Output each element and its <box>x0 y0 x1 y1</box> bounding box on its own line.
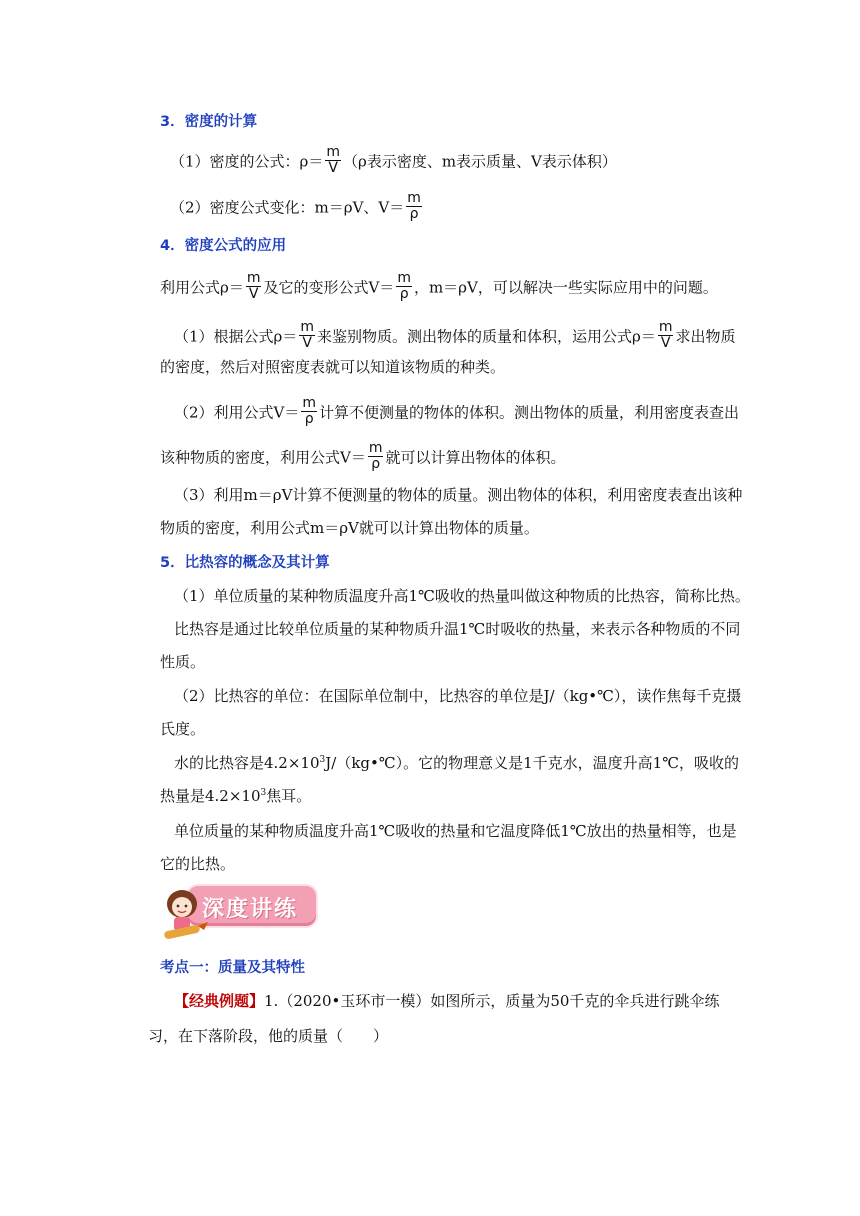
denominator: V <box>328 160 338 176</box>
text: （2）利用公式V＝ <box>174 403 300 422</box>
sec4-p1-line2: 的密度，然后对照密度表就可以知道该物质的种类。 <box>160 358 506 376</box>
text: 该种物质的密度，利用公式V＝ <box>160 448 366 467</box>
numerator: m <box>407 190 421 206</box>
text: ，m＝ρV，可以解决一些实际应用中的问题。 <box>413 278 718 297</box>
section-4-title: 4．密度公式的应用 <box>160 238 287 254</box>
text: 利用公式ρ＝ <box>160 278 244 297</box>
section-3-title: 3．密度的计算 <box>160 114 258 130</box>
fraction-m-over-rho <box>406 191 422 222</box>
sec4-intro <box>160 270 718 304</box>
fraction-m-over-v <box>325 145 341 176</box>
numerator: m <box>397 270 411 286</box>
numerator: m <box>300 319 315 335</box>
numerator: m <box>302 395 317 411</box>
text: 计算不便测量的物体的体积。测出物体的质量，利用密度表查出 <box>319 403 740 422</box>
text: 水的比热容是4.2×10 <box>174 754 320 772</box>
example-line2: 习，在下落阶段，他的质量（ ） <box>148 1027 389 1045</box>
text: 就可以计算出物体的体积。 <box>385 448 566 467</box>
denominator: ρ <box>399 286 409 302</box>
denominator: V <box>302 335 312 351</box>
fraction-m-over-v <box>299 320 315 351</box>
girl-mascot-icon <box>160 886 214 948</box>
text: （1）密度的公式：ρ＝ <box>170 152 324 171</box>
text: （2）密度公式变化：m＝ρV、V＝ <box>170 198 405 217</box>
text: （ρ表示密度、m表示质量、V表示体积） <box>343 152 617 171</box>
sec4-p3-line1: （3）利用m＝ρV计算不便测量的物体的质量。测出物体的体积，利用密度表查出该种 <box>174 486 743 504</box>
sec5-p5-line2: 它的比热。 <box>160 855 236 873</box>
numerator: m <box>658 319 673 335</box>
sec4-p2 <box>174 395 740 429</box>
sec5-p4-line2 <box>160 786 311 806</box>
sec5-p1: （1）单位质量的某种物质温度升高1℃吸收的热量叫做这种物质的比热容，简称比热。 <box>174 587 750 605</box>
kaodian-title: 考点一：质量及其特性 <box>160 960 305 976</box>
fraction-m-over-rho <box>301 396 317 427</box>
text: 求出物质 <box>675 327 736 346</box>
sec5-p2-line2: 性质。 <box>160 653 206 671</box>
sec5-p3-line1: （2）比热容的单位：在国际单位制中，比热容的单位是J/（kg•℃），读作焦每千克摄 <box>174 687 742 705</box>
denominator: ρ <box>371 456 381 472</box>
section-badge <box>160 880 316 932</box>
sec4-p3-line2: 物质的密度，利用公式m＝ρV就可以计算出物体的质量。 <box>160 519 539 537</box>
denominator: V <box>248 286 259 302</box>
example-tag: 【经典例题】 <box>174 992 265 1010</box>
sec5-p3-line2: 氏度。 <box>160 720 206 738</box>
fraction-m-over-v <box>658 320 674 351</box>
denominator: ρ <box>409 206 419 222</box>
fraction-m-over-v <box>246 271 262 302</box>
density-variation-line <box>170 190 424 224</box>
text: （1）根据公式ρ＝ <box>174 327 298 346</box>
numerator: m <box>246 270 261 286</box>
sec5-p4-line1 <box>174 753 739 773</box>
sec5-p5-line1: 单位质量的某种物质温度升高1℃吸收的热量和它温度降低1℃放出的热量相等，也是 <box>174 822 737 840</box>
badge-label: 深度讲练 <box>202 897 299 922</box>
fraction-m-over-rho <box>368 441 384 472</box>
sec4-p2-line2 <box>160 440 566 474</box>
text: 1.（2020•玉环市一模）如图所示，质量为50千克的伞兵进行跳伞练 <box>264 992 720 1010</box>
text: 热量是4.2×10 <box>160 787 261 805</box>
text: 及它的变形公式V＝ <box>263 278 395 297</box>
exponent: 3 <box>319 755 326 765</box>
denominator: ρ <box>304 411 314 427</box>
section-5-title: 5．比热容的概念及其计算 <box>160 555 330 571</box>
density-formula-line <box>170 144 617 178</box>
example-line1 <box>174 991 719 1011</box>
sec4-p1 <box>174 319 736 353</box>
exponent: 3 <box>260 788 267 798</box>
fraction-m-over-rho <box>396 271 412 302</box>
denominator: V <box>660 335 671 351</box>
text: 来鉴别物质。测出物体的质量和体积，运用公式ρ＝ <box>317 327 656 346</box>
text: J/（kg•℃）。它的物理意义是1千克水，温度升高1℃，吸收的 <box>325 754 740 772</box>
text: 焦耳。 <box>266 787 312 805</box>
numerator: m <box>368 440 383 456</box>
numerator: m <box>326 144 341 160</box>
sec5-p2-line1: 比热容是通过比较单位质量的某种物质升温1℃时吸收的热量，来表示各种物质的不同 <box>174 620 741 638</box>
